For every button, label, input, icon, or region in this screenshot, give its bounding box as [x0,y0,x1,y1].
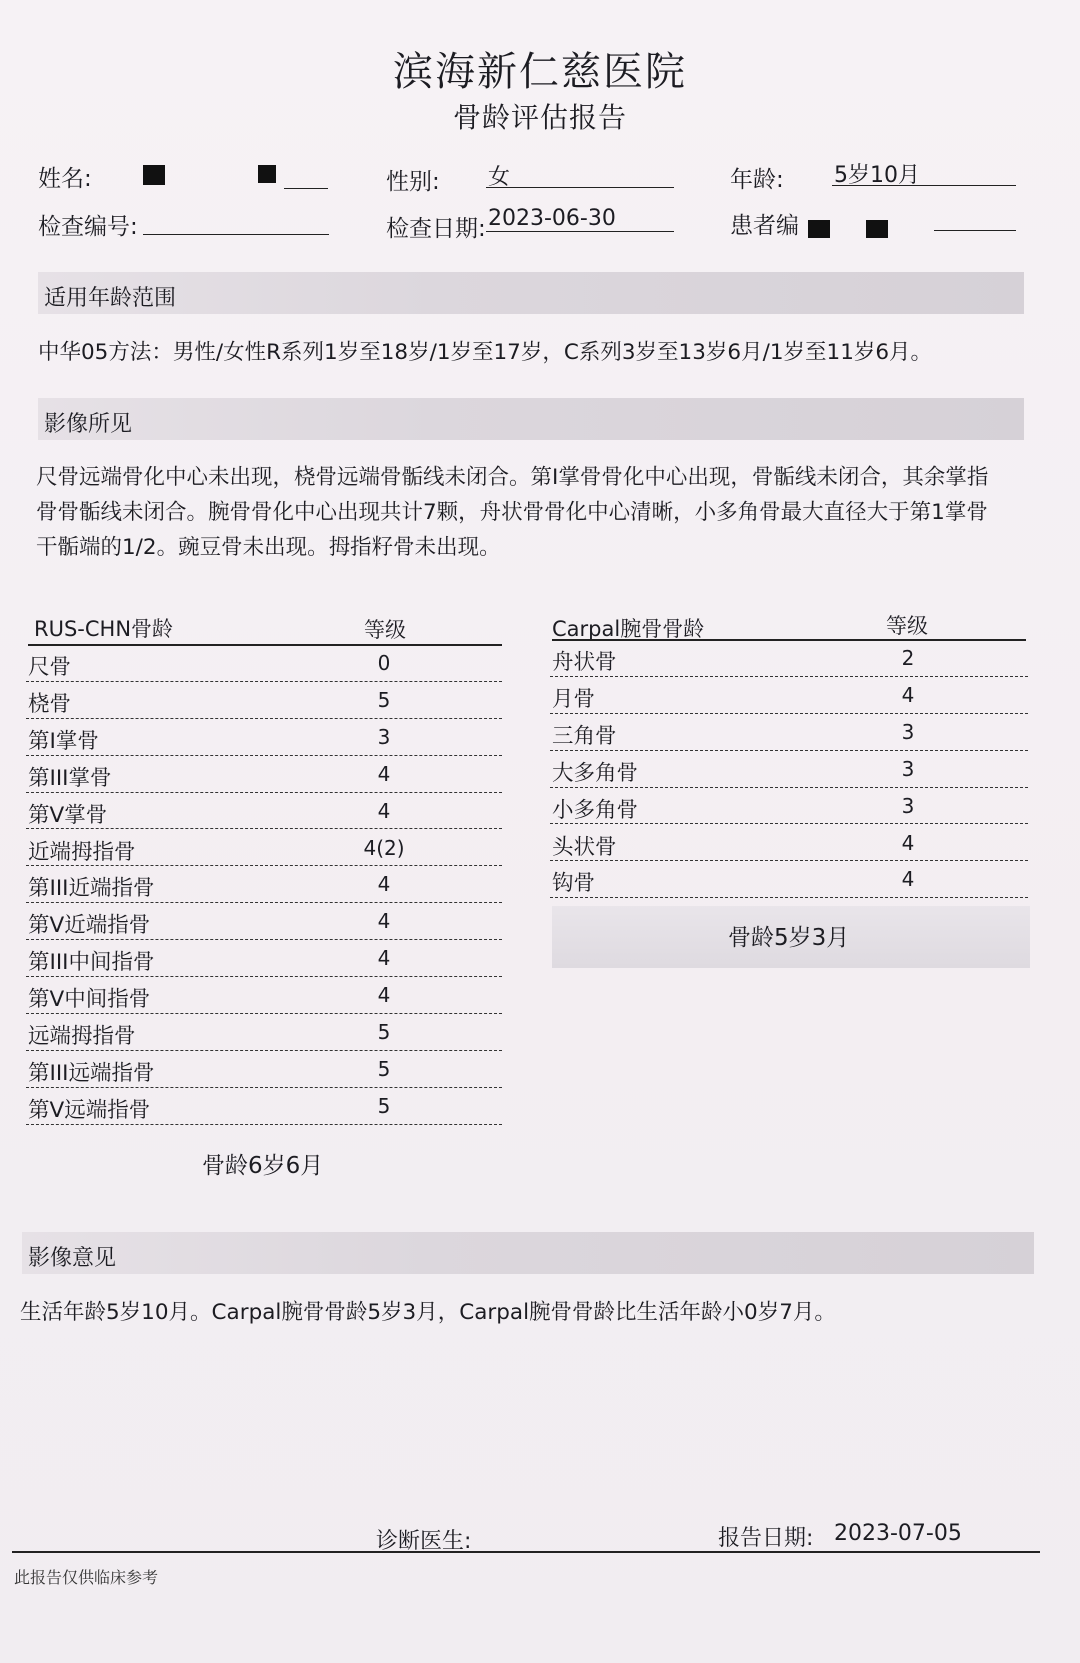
rus-table-row [26,794,502,830]
age-label: 年龄: [730,167,784,193]
bone-name: 头状骨 [552,834,617,860]
age-range-text: 中华05方法：男性/女性R系列1岁至18岁/1岁至17岁，C系列3岁至13岁6月/1岁至11岁6月。 [38,340,933,365]
bone-grade: 4 [901,867,915,892]
bone-grade: 4(2) [363,835,405,860]
name-underline [284,188,328,189]
rus-table-row [26,1052,502,1088]
bone-grade: 5 [377,1056,391,1081]
opinion-text: 生活年龄5岁10月。Carpal腕骨骨龄5岁3月，Carpal腕骨骨龄比生活年龄小0岁7月。 [20,1300,836,1325]
gender-label: 性别: [386,169,440,195]
gender-value: 女 [488,165,511,190]
bone-grade: 0 [377,651,391,675]
bone-name: 第V近端指骨 [28,913,151,939]
carpal-table-row [550,715,1028,751]
age-range-section-bar [38,272,1024,314]
findings-title: 影像所见 [44,412,133,437]
rus-table-row [26,904,502,940]
bone-name: 第V掌骨 [28,802,108,828]
bone-grade: 4 [901,830,915,855]
name-label: 姓名: [38,166,92,192]
bone-grade: 4 [901,682,915,707]
bone-grade: 3 [901,719,915,744]
bone-name: 三角骨 [552,723,617,749]
patient-no-label: 患者编 [730,213,799,239]
name-redaction [258,165,276,183]
bone-name: 月骨 [552,686,596,712]
carpal-table-row [550,862,1028,898]
exam-date-label: 检查日期: [386,216,486,242]
bone-grade: 5 [377,1020,391,1044]
exam-date-underline [486,231,674,232]
bone-grade: 5 [377,687,391,712]
bone-name: 桡骨 [28,691,72,717]
bone-name: 舟状骨 [552,650,617,675]
bone-grade: 4 [377,761,391,786]
bone-grade: 3 [377,724,391,749]
rus-table-row [26,720,502,756]
rus-table-header-grade: 等级 [364,618,406,642]
exam-no-label: 检查编号: [38,214,138,240]
age-underline [832,185,1016,186]
bone-name: 近端拇指骨 [28,839,136,865]
bone-grade: 4 [377,798,391,823]
carpal-table-row [550,641,1028,677]
opinion-title: 影像意见 [28,1246,117,1271]
disclaimer: 此报告仅供临床参考 [14,1568,159,1587]
opinion-section-bar [22,1232,1034,1274]
bone-name: 第V中间指骨 [28,987,151,1013]
carpal-table-header-name: Carpal腕骨骨龄 [552,617,705,641]
rus-table-row [26,867,502,903]
carpal-bone-age-result: 骨龄5岁3月 [728,925,850,951]
bone-name: 远端拇指骨 [28,1024,136,1049]
age-range-title: 适用年龄范围 [44,286,177,311]
carpal-table-row [550,789,1028,825]
bone-name: 第I掌骨 [28,728,99,754]
carpal-table-row [550,826,1028,862]
bone-grade: 3 [901,793,915,818]
bone-grade: 4 [377,983,391,1008]
report-date-label: 报告日期: [718,1526,814,1551]
bone-name: 钩骨 [552,871,596,897]
rus-bone-age-result: 骨龄6岁6月 [202,1153,324,1179]
rus-table-row [26,1015,502,1051]
findings-line: 尺骨远端骨化中心未出现，桡骨远端骨骺线未闭合。第I掌骨骨化中心出现，骨骺线未闭合，其余掌指 [36,465,989,490]
report-date-value: 2023-07-05 [834,1521,962,1546]
bone-grade: 2 [901,646,915,670]
rus-table-row [26,941,502,977]
footer-rule [12,1551,1040,1553]
carpal-table-row [550,678,1028,714]
patient-no-redaction [808,220,830,238]
bone-grade: 3 [901,756,915,781]
doctor-label: 诊断医生: [376,1529,472,1554]
exam-date-value: 2023-06-30 [488,206,616,231]
report-title: 骨龄评估报告 [452,101,627,134]
bone-name: 第V远端指骨 [28,1097,151,1123]
carpal-table-header-grade: 等级 [886,614,928,638]
bone-name: 第III远端指骨 [28,1060,155,1086]
rus-table-row [26,683,502,719]
bone-name: 尺骨 [28,655,72,680]
exam-no-underline [143,234,329,235]
bone-grade: 4 [377,909,391,934]
bone-grade: 5 [377,1093,391,1118]
rus-table-header-name: RUS-CHN骨龄 [34,617,174,641]
age-value: 5岁10月 [834,163,920,188]
carpal-table-row [550,752,1028,788]
bone-name: 第III中间指骨 [28,950,155,976]
bone-name: 第III近端指骨 [28,876,155,902]
bone-grade: 4 [377,872,391,897]
findings-line: 骨骨骺线未闭合。腕骨骨化中心出现共计7颗，舟状骨骨化中心清晰，小多角骨最大直径大于第1掌骨 [36,500,988,525]
rus-table-row [26,978,502,1014]
findings-section-bar [38,398,1024,440]
rus-table-row [26,757,502,793]
hospital-name: 滨海新仁慈医院 [393,49,687,95]
name-redaction [143,165,165,185]
bone-name: 第III掌骨 [28,765,112,791]
rus-table-row [26,831,502,867]
findings-line: 干骺端的1/2。豌豆骨未出现。拇指籽骨未出现。 [36,535,501,560]
bone-grade: 4 [377,946,391,971]
rus-table-row [26,1089,502,1125]
bone-name: 小多角骨 [552,797,639,823]
gender-underline [486,187,674,188]
patient-no-redaction [866,220,888,238]
rus-table-row [26,646,502,682]
patient-no-underline [934,230,1016,231]
bone-name: 大多角骨 [552,760,639,786]
